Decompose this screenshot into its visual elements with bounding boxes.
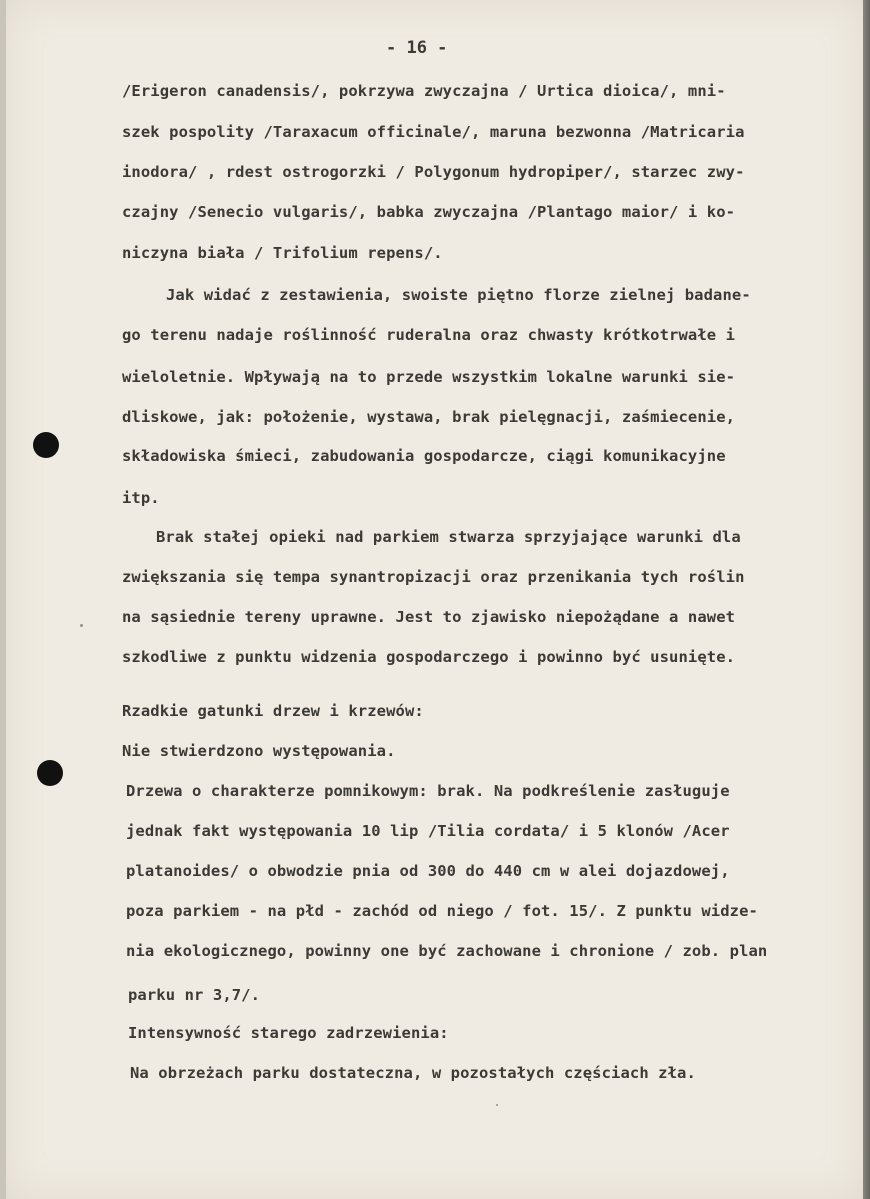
section-heading: Rzadkie gatunki drzew i krzewów: (122, 702, 424, 720)
text-line: nia ekologicznego, powinny one być zachowane i chronione / zob. plan (126, 942, 768, 960)
text-line: itp. (122, 489, 160, 507)
document-page (6, 0, 863, 1199)
text-line: go terenu nadaje roślinność ruderalna oraz chwasty krótkotrwałe i (122, 326, 736, 344)
text-line: czajny /Senecio vulgaris/, babka zwyczajna /Plantago maior/ i ko- (122, 203, 736, 221)
text-line: składowiska śmieci, zabudowania gospodarcze, ciągi komunikacyjne (122, 447, 726, 465)
text-line: niczyna biała / Trifolium repens/. (122, 244, 443, 262)
text-line: jednak fakt występowania 10 lip /Tilia cordata/ i 5 klonów /Acer (126, 822, 730, 840)
text-line: dliskowe, jak: położenie, wystawa, brak pielęgnacji, zaśmiecenie, (122, 408, 736, 426)
scan-right-edge (863, 0, 870, 1199)
text-line: Nie stwierdzono występowania. (122, 742, 396, 760)
text-line: parku nr 3,7/. (128, 986, 261, 1004)
text-line: poza parkiem - na płd - zachód od niego / fot. 15/. Z punktu widze- (126, 902, 758, 920)
text-line: zwiększania się tempa synantropizacji oraz przenikania tych roślin (122, 568, 745, 586)
text-line: Na obrzeżach parku dostateczna, w pozostałych częściach zła. (130, 1064, 696, 1082)
text-line: inodora/ , rdest ostrogorzki / Polygonum hydropiper/, starzec zwy- (122, 163, 745, 181)
paper-speck (80, 624, 83, 627)
page-number: - 16 - (386, 38, 448, 58)
text-line: szek pospolity /Taraxacum officinale/, maruna bezwonna /Matricaria (122, 123, 745, 141)
punch-hole-top (33, 432, 59, 458)
paper-speck (496, 1104, 498, 1106)
punch-hole-bottom (37, 760, 63, 786)
text-line: Drzewa o charakterze pomnikowym: brak. Na podkreślenie zasługuje (126, 782, 730, 800)
text-line: Brak stałej opieki nad parkiem stwarza sprzyjające warunki dla (156, 528, 741, 546)
text-line: platanoides/ o obwodzie pnia od 300 do 440 cm w alei dojazdowej, (126, 862, 730, 880)
text-line: Jak widać z zestawienia, swoiste piętno florze zielnej badane- (166, 286, 751, 304)
text-line: szkodliwe z punktu widzenia gospodarczego i powinno być usunięte. (122, 648, 736, 666)
text-line: na sąsiednie tereny uprawne. Jest to zjawisko niepożądane a nawet (122, 608, 736, 626)
section-heading: Intensywność starego zadrzewienia: (128, 1024, 449, 1042)
text-line: /Erigeron canadensis/, pokrzywa zwyczajna / Urtica dioica/, mni- (122, 82, 726, 100)
text-line: wieloletnie. Wpływają na to przede wszystkim lokalne warunki sie- (122, 368, 736, 386)
